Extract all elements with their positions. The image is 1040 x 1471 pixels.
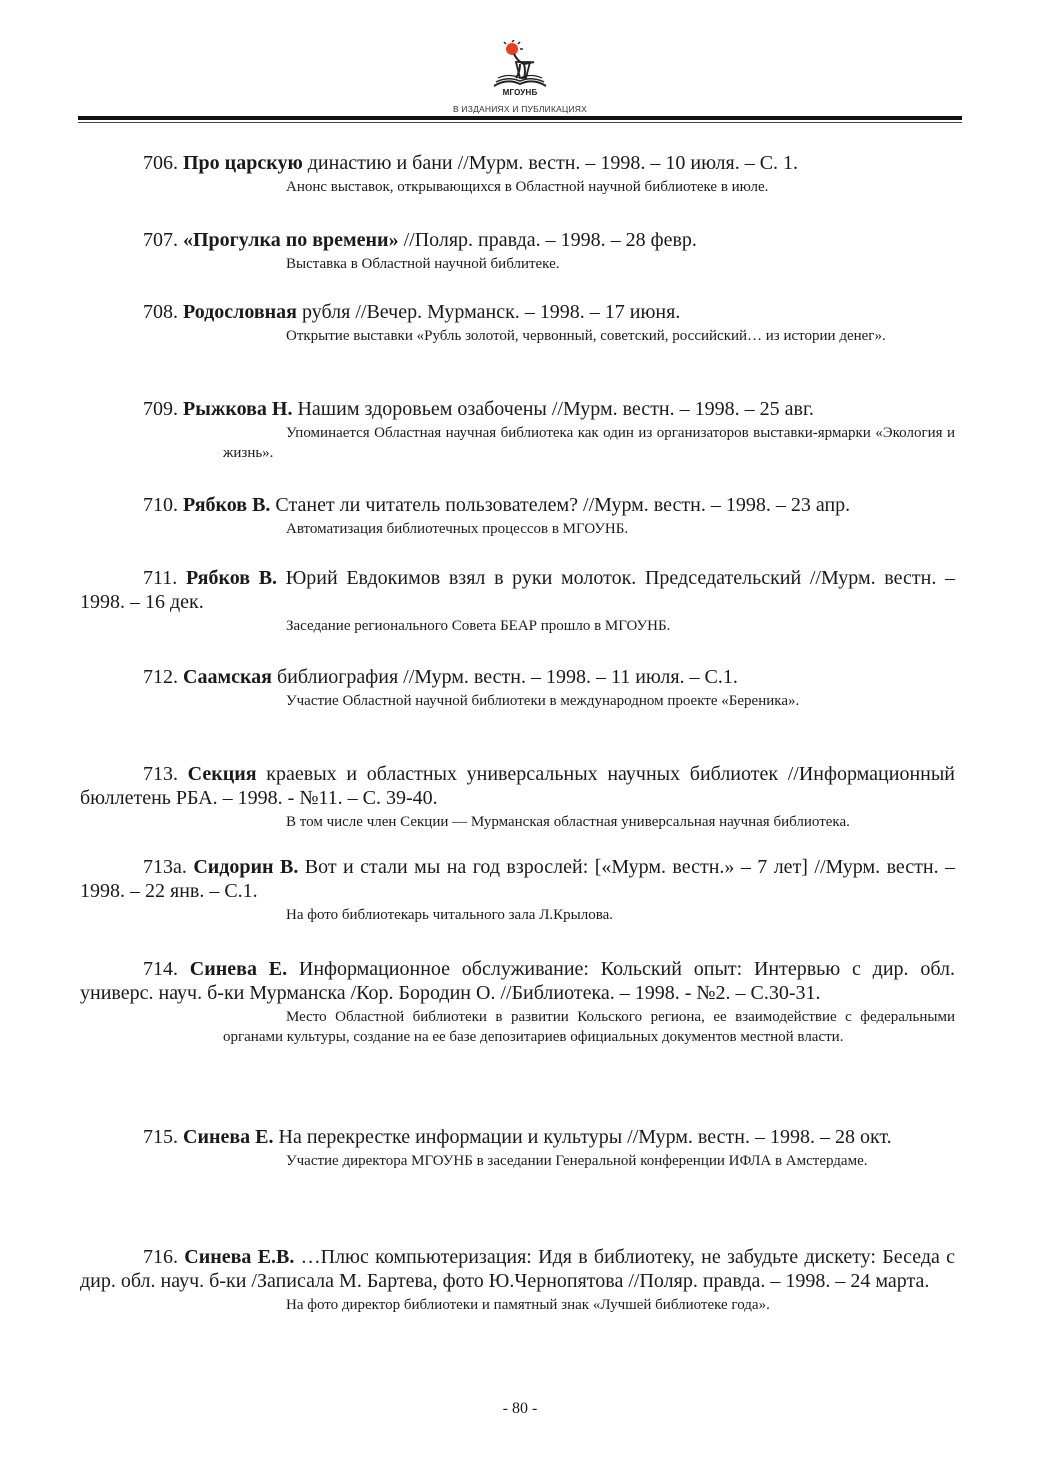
entry-title-bold: Сидорин В.	[193, 856, 299, 878]
entry-citation	[80, 855, 955, 903]
entry-title-bold: Саамская	[183, 666, 272, 688]
entry-number: 709.	[143, 398, 178, 420]
entry-citation	[80, 957, 955, 1005]
entry-citation	[80, 1125, 955, 1149]
entry-citation	[80, 1245, 955, 1293]
entry-number: 716.	[143, 1246, 178, 1268]
entry-citation-rest: …Плюс компьютеризация: Идя в библиотеку, не забудьте дискету: Беседа с дир. обл. науч. б-ки /Записала М. Бартева, фото Ю.Чернопятова //Поляр. правда. – 1998. – 24 марта.	[80, 1246, 956, 1292]
logo-label: МГОУНБ	[502, 88, 538, 97]
entry-annotation: Участие директора МГОУНБ в заседании Генеральной конференции ИФЛА в Амстердаме.	[286, 1153, 868, 1169]
entry-citation	[80, 665, 955, 689]
bibliography-entry	[80, 228, 955, 274]
entry-annotation: Выставка в Областной научной библитеке.	[286, 256, 560, 272]
entry-number: 712.	[143, 666, 178, 688]
entry-number: 714.	[143, 958, 178, 980]
bibliography-entry	[80, 855, 955, 925]
entry-citation-rest: Нашим здоровьем озабочены //Мурм. вестн. – 1998. – 25 авг.	[292, 398, 814, 420]
entry-annotation: На фото библиотекарь читального зала Л.Крылова.	[286, 907, 613, 923]
bibliography-entry	[80, 397, 955, 463]
entry-annotation: На фото директор библиотеки и памятный знак «Лучшей библиотеке года».	[286, 1297, 770, 1313]
entry-citation	[80, 151, 955, 175]
entry-title-bold: Синева Е.В.	[184, 1246, 295, 1268]
entry-title-bold: Про царскую	[183, 152, 303, 174]
entry-citation	[80, 762, 955, 810]
bibliography-entry	[80, 151, 955, 197]
entry-number: 708.	[143, 301, 178, 323]
entry-citation-rest: краевых и областных универсальных научных библиотек //Информационный бюллетень РБА. – 1998. - №11. – С. 39-40.	[80, 763, 956, 809]
bibliography-entry	[80, 1245, 955, 1315]
entry-number: 710.	[143, 494, 178, 516]
entry-citation	[80, 566, 955, 614]
entry-annotation: Место Областной библиотеки в развитии Кольского региона, ее взаимодействие с федеральными органами культуры, создание на ее базе депозитариев официальных документов местной власти.	[223, 1009, 955, 1045]
bibliography-entry	[80, 566, 955, 636]
entry-citation-rest: Станет ли читатель пользователем? //Мурм. вестн. – 1998. – 23 апр.	[270, 494, 851, 516]
entry-number: 707.	[143, 229, 178, 251]
entry-annotation: Упоминается Областная научная библиотека как один из организаторов выставки-ярмарки «Экология и жизнь».	[223, 425, 955, 461]
entry-citation	[80, 228, 955, 252]
entry-annotation: Анонс выставок, открывающихся в Областной научной библиотеке в июле.	[286, 179, 769, 195]
entry-title-bold: Рябков В.	[185, 567, 278, 589]
bibliography-entry	[80, 665, 955, 711]
bibliography-entry	[80, 957, 955, 1047]
page-number: - 80 -	[502, 1400, 538, 1417]
entry-number: 713.	[143, 763, 178, 785]
bibliography-entry	[80, 1125, 955, 1171]
bibliography-entry	[80, 300, 955, 346]
bibliography-entry	[80, 762, 955, 832]
entry-citation	[80, 300, 955, 324]
header-rule-thin	[78, 122, 962, 123]
entry-annotation: В том числе член Секции — Мурманская областная универсальная научная библиотека.	[286, 814, 850, 830]
entry-citation-rest: Вот и стали мы на год взрослей: [«Мурм. вестн.» – 7 лет] //Мурм. вестн. – 1998. – 22 янв. – С.1.	[80, 856, 956, 902]
entry-title-bold: Рыжкова Н.	[183, 398, 293, 420]
entry-number: 713а.	[143, 856, 187, 878]
entry-title-bold: Рябков В.	[183, 494, 271, 516]
entry-annotation: Участие Областной научной библиотеки в международном проекте «Береника».	[286, 693, 800, 709]
header-rule-thick	[78, 116, 962, 120]
header-subtitle: В ИЗДАНИЯХ И ПУБЛИКАЦИЯХ	[453, 104, 587, 114]
entry-citation-rest: рубля //Вечер. Мурманск. – 1998. – 17 июня.	[297, 301, 681, 323]
entry-citation-rest: династию и бани //Мурм. вестн. – 1998. – 10 июля. – С. 1.	[302, 152, 799, 174]
bibliography-entry	[80, 493, 955, 539]
library-logo-icon	[490, 40, 550, 92]
entry-annotation: Открытие выставки «Рубль золотой, червонный, советский, российский… из истории денег».	[286, 328, 886, 344]
entry-citation-rest: библиография //Мурм. вестн. – 1998. – 11 июля. – С.1.	[271, 666, 738, 688]
entry-title-bold: Родословная	[183, 301, 298, 323]
entry-title-bold: «Прогулка по времени»	[183, 229, 399, 251]
entry-citation	[80, 397, 955, 421]
entry-title-bold: Синева Е.	[189, 958, 288, 980]
entry-annotation: Заседание регионального Совета БЕАР прошло в МГОУНБ.	[286, 618, 671, 634]
entry-title-bold: Синева Е.	[183, 1126, 274, 1148]
entry-citation-rest: //Поляр. правда. – 1998. – 28 февр.	[398, 229, 697, 251]
entry-citation	[80, 493, 955, 517]
entry-citation-rest: Юрий Евдокимов взял в руки молоток. Председательский //Мурм. вестн. – 1998. – 16 дек.	[80, 567, 955, 613]
entry-number: 715.	[143, 1126, 178, 1148]
entry-citation-rest: На перекрестке информации и культуры //Мурм. вестн. – 1998. – 28 окт.	[273, 1126, 892, 1148]
entry-title-bold: Секция	[187, 763, 257, 785]
entry-number: 706.	[143, 152, 178, 174]
entry-annotation: Автоматизация библиотечных процессов в МГОУНБ.	[286, 521, 629, 537]
page-header	[0, 0, 1040, 130]
entry-citation-rest: Информационное обслуживание: Кольский опыт: Интервью с дир. обл. универс. науч. б-ки Мурманска /Кор. Бородин О. //Библиотека. – 1998. - №2. – С.30-31.	[80, 958, 956, 1004]
entry-number: 711.	[143, 567, 178, 589]
